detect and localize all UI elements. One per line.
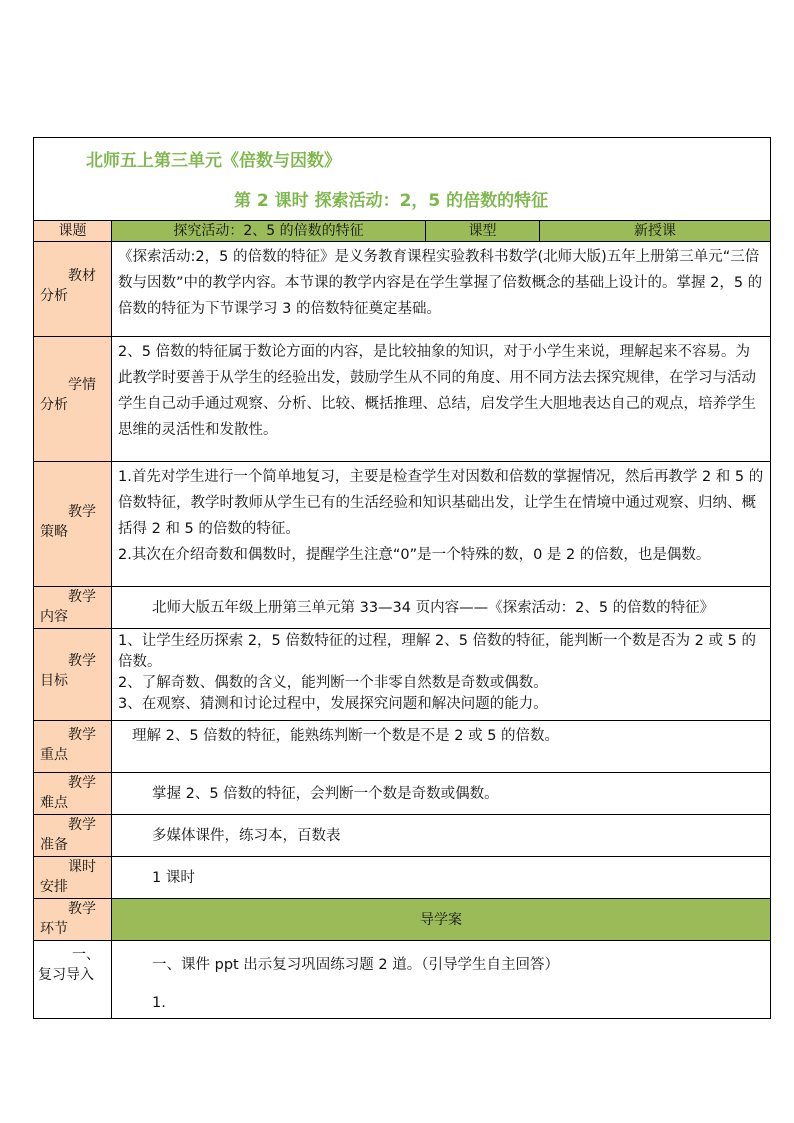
document-title: 北师五上第三单元《倍数与因数》 bbox=[86, 151, 341, 171]
students-label: 学情 分析 bbox=[34, 337, 112, 462]
topic-label: 课题 bbox=[34, 221, 112, 242]
strategy-paragraph-1: 1.首先对学生进行一个简单地复习，主要是检查学生对因数和倍数的掌握情况，然后再教学 2 和 5 的倍数特征，教学时教师从学生已有的生活经验和知识基础出发，让学生在情境中通过观察、归纳、概括得 2 和 5 的倍数的特征。 bbox=[118, 469, 764, 537]
lesson-subtitle: 第 2 课时 探索活动：2，5 的倍数的特征 bbox=[234, 191, 549, 211]
material-label: 教材 分析 bbox=[34, 242, 112, 337]
lesson-type-value: 新授课 bbox=[540, 221, 771, 242]
review-line-2: 1. bbox=[152, 995, 166, 1011]
difficulty-text: 掌握 2、5 倍数的特征，会判断一个数是奇数或偶数。 bbox=[112, 773, 771, 815]
goal-item-3: 3、在观察、猜测和讨论过程中，发展探究问题和解决问题的能力。 bbox=[118, 696, 548, 712]
students-text: 2、5 倍数的特征属于数论方面的内容，是比较抽象的知识，对于小学生来说，理解起来不容易。为此教学时要善于从学生的经验出发，鼓励学生从不同的角度、用不同方法去探究规律，在学习与活动学生自己动手通过观察、分析、比较、概括推理、总结，启发学生大胆地表达自己的观点，培养学生思维的灵活性和发散性。 bbox=[112, 337, 771, 462]
content-label: 教学 内容 bbox=[34, 587, 112, 629]
prep-label: 教学 准备 bbox=[34, 815, 112, 857]
lesson-plan-table bbox=[33, 137, 771, 1019]
schedule-text: 1 课时 bbox=[112, 857, 771, 899]
goal-item-2: 2、了解奇数、偶数的含义，能判断一个非零自然数是奇数或偶数。 bbox=[118, 675, 548, 691]
schedule-label: 课时 安排 bbox=[34, 857, 112, 899]
review-text bbox=[112, 941, 771, 1019]
key-text: 理解 2、5 倍数的特征，能熟练判断一个数是不是 2 或 5 的倍数。 bbox=[112, 721, 771, 773]
review-line-1: 一、课件 ppt 出示复习巩固练习题 2 道。（引导学生自主回答） bbox=[152, 957, 560, 973]
review-label: 一、 复习导入 bbox=[34, 941, 112, 1019]
lesson-type-label: 课型 bbox=[426, 221, 540, 242]
prep-text: 多媒体课件，练习本，百数表 bbox=[112, 815, 771, 857]
title-block bbox=[34, 138, 771, 221]
goal-item-1: 1、让学生经历探索 2，5 倍数特征的过程，理解 2、5 倍数的特征，能判断一个数是否为 2 或 5 的倍数。 bbox=[118, 633, 756, 670]
strategy-paragraph-2: 2.其次在介绍奇数和偶数时，提醒学生注意“0”是一个特殊的数，0 是 2 的倍数，也是偶数。 bbox=[118, 547, 711, 563]
process-header: 导学案 bbox=[112, 899, 771, 941]
goals-label: 教学 目标 bbox=[34, 629, 112, 721]
strategy-label: 教学 策略 bbox=[34, 462, 112, 587]
strategy-text bbox=[112, 462, 771, 587]
topic-value: 探究活动：2、5 的倍数的特征 bbox=[112, 221, 426, 242]
material-text: 《探索活动:2，5 的倍数的特征》是义务教育课程实验教科书数学(北师大版)五年上册第三单元“三倍数与因数”中的教学内容。本节课的教学内容是在学生掌握了倍数概念的基础上设计的。掌握 2，5 的倍数的特征为下节课学习 3 的倍数特征奠定基础。 bbox=[112, 242, 771, 337]
content-text: 北师大版五年级上册第三单元第 33—34 页内容——《探索活动：2、5 的倍数的特征》 bbox=[112, 587, 771, 629]
key-label: 教学 重点 bbox=[34, 721, 112, 773]
difficulty-label: 教学 难点 bbox=[34, 773, 112, 815]
goals-text bbox=[112, 629, 771, 721]
process-label: 教学 环节 bbox=[34, 899, 112, 941]
